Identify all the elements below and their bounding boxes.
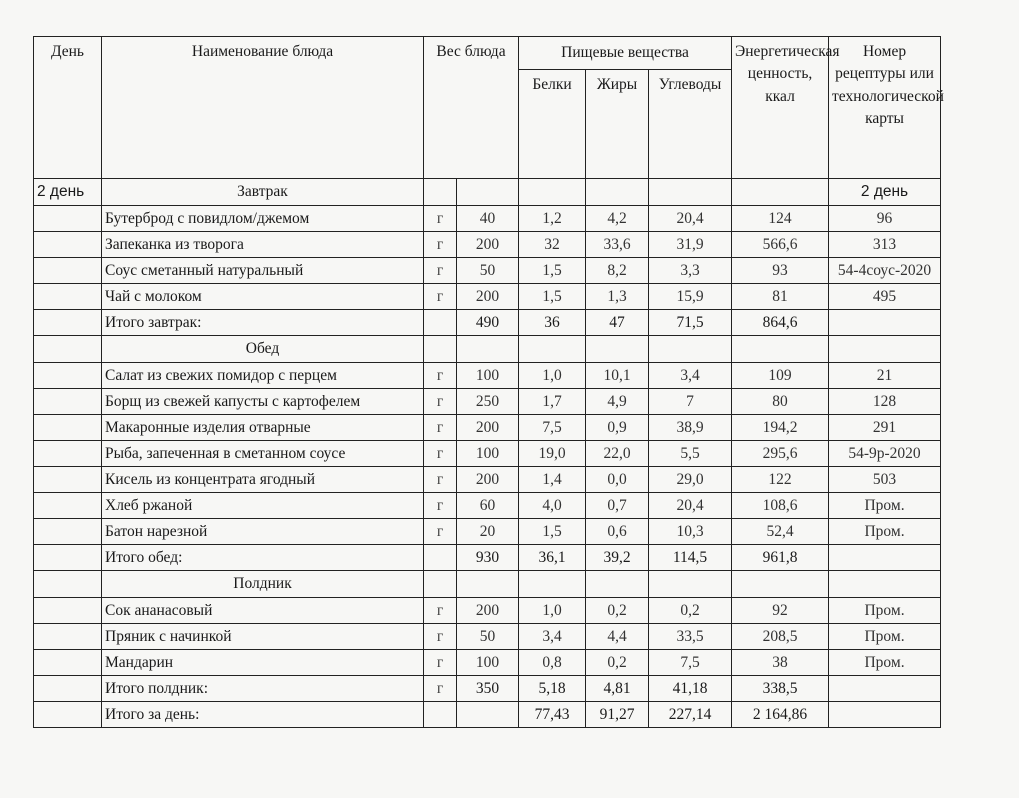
dish-fat: 0,7 — [586, 493, 649, 519]
section-row-snack — [34, 571, 941, 598]
dish-unit: г — [424, 441, 457, 467]
total-fat: 39,2 — [586, 545, 649, 571]
day-cell-empty — [34, 258, 102, 284]
day-label: 2 день — [34, 179, 102, 206]
table-row — [34, 284, 941, 310]
total-kcal: 961,8 — [732, 545, 829, 571]
dish-fat: 0,2 — [586, 598, 649, 624]
empty-cell — [732, 336, 829, 363]
dish-carbs: 10,3 — [649, 519, 732, 545]
dish-recipe: Пром. — [829, 598, 941, 624]
dish-weight: 40 — [457, 206, 519, 232]
table-row — [34, 624, 941, 650]
header-recipe: Номер рецептуры или технологической карты — [829, 37, 941, 179]
dish-unit: г — [424, 467, 457, 493]
header-energy: Энергетическая ценность, ккал — [732, 37, 829, 179]
day-cell-empty — [34, 441, 102, 467]
dish-kcal: 566,6 — [732, 232, 829, 258]
dish-protein: 4,0 — [519, 493, 586, 519]
dish-name: Чай с молоком — [102, 284, 424, 310]
total-unit — [424, 310, 457, 336]
dish-name: Кисель из концентрата ягодный — [102, 467, 424, 493]
day-cell-empty — [34, 493, 102, 519]
dish-protein: 1,0 — [519, 363, 586, 389]
empty-cell — [586, 571, 649, 598]
empty-cell — [586, 336, 649, 363]
total-label: Итого завтрак: — [102, 310, 424, 336]
day-cell-empty — [34, 284, 102, 310]
empty-cell — [829, 702, 941, 728]
header-fat: Жиры — [586, 70, 649, 179]
dish-carbs: 3,3 — [649, 258, 732, 284]
dish-weight: 200 — [457, 598, 519, 624]
empty-cell — [649, 179, 732, 206]
section-title-snack: Полдник — [102, 571, 424, 598]
dish-fat: 22,0 — [586, 441, 649, 467]
empty-cell — [829, 676, 941, 702]
dish-weight: 100 — [457, 363, 519, 389]
dish-kcal: 108,6 — [732, 493, 829, 519]
total-kcal: 338,5 — [732, 676, 829, 702]
dish-unit: г — [424, 258, 457, 284]
dish-name: Запеканка из творога — [102, 232, 424, 258]
menu-body — [34, 179, 941, 728]
empty-cell — [829, 336, 941, 363]
day-cell-empty — [34, 206, 102, 232]
empty-cell — [829, 310, 941, 336]
dish-unit: г — [424, 519, 457, 545]
header-protein: Белки — [519, 70, 586, 179]
dish-carbs: 31,9 — [649, 232, 732, 258]
dish-weight: 250 — [457, 389, 519, 415]
dish-recipe: 96 — [829, 206, 941, 232]
empty-cell — [586, 179, 649, 206]
table-row — [34, 415, 941, 441]
header-weight: Вес блюда — [424, 37, 519, 179]
section-row-breakfast — [34, 179, 941, 206]
table-row — [34, 598, 941, 624]
day-cell-empty — [34, 650, 102, 676]
dish-carbs: 33,5 — [649, 624, 732, 650]
day-cell-empty — [34, 676, 102, 702]
unit-cell-empty — [424, 179, 457, 206]
dish-carbs: 29,0 — [649, 467, 732, 493]
dish-recipe: 54-4соус-2020 — [829, 258, 941, 284]
dish-unit: г — [424, 206, 457, 232]
total-fat: 4,81 — [586, 676, 649, 702]
dish-unit: г — [424, 650, 457, 676]
unit-cell-empty — [424, 336, 457, 363]
table-row — [34, 519, 941, 545]
table-row — [34, 493, 941, 519]
total-kcal: 864,6 — [732, 310, 829, 336]
total-carbs: 71,5 — [649, 310, 732, 336]
day-total-carbs: 227,14 — [649, 702, 732, 728]
dish-carbs: 7 — [649, 389, 732, 415]
total-protein: 5,18 — [519, 676, 586, 702]
dish-protein: 7,5 — [519, 415, 586, 441]
dish-recipe: 503 — [829, 467, 941, 493]
dish-unit: г — [424, 598, 457, 624]
dish-unit: г — [424, 624, 457, 650]
dish-weight: 100 — [457, 650, 519, 676]
dish-recipe: Пром. — [829, 493, 941, 519]
header-carbs: Углеводы — [649, 70, 732, 179]
empty-cell — [649, 336, 732, 363]
day-label-right: 2 день — [829, 179, 941, 206]
dish-name: Хлеб ржаной — [102, 493, 424, 519]
header-nutrients: Пищевые вещества — [519, 37, 732, 70]
dish-unit: г — [424, 493, 457, 519]
dish-carbs: 7,5 — [649, 650, 732, 676]
table-row — [34, 232, 941, 258]
table-row — [34, 206, 941, 232]
day-cell-empty — [34, 624, 102, 650]
total-fat: 47 — [586, 310, 649, 336]
empty-cell — [457, 179, 519, 206]
table-row — [34, 363, 941, 389]
dish-weight: 20 — [457, 519, 519, 545]
dish-name: Бутерброд с повидлом/джемом — [102, 206, 424, 232]
dish-carbs: 0,2 — [649, 598, 732, 624]
empty-cell — [732, 179, 829, 206]
section-row-lunch — [34, 336, 941, 363]
empty-cell — [457, 702, 519, 728]
total-unit — [424, 545, 457, 571]
dish-fat: 1,3 — [586, 284, 649, 310]
dish-fat: 0,2 — [586, 650, 649, 676]
dish-weight: 200 — [457, 284, 519, 310]
dish-kcal: 93 — [732, 258, 829, 284]
dish-fat: 8,2 — [586, 258, 649, 284]
dish-protein: 1,7 — [519, 389, 586, 415]
dish-unit: г — [424, 363, 457, 389]
dish-kcal: 208,5 — [732, 624, 829, 650]
total-carbs: 114,5 — [649, 545, 732, 571]
dish-kcal: 92 — [732, 598, 829, 624]
dish-unit: г — [424, 389, 457, 415]
dish-carbs: 15,9 — [649, 284, 732, 310]
dish-protein: 1,5 — [519, 258, 586, 284]
empty-cell — [519, 179, 586, 206]
total-protein: 36,1 — [519, 545, 586, 571]
day-cell-empty — [34, 545, 102, 571]
dish-carbs: 3,4 — [649, 363, 732, 389]
dish-weight: 100 — [457, 441, 519, 467]
dish-kcal: 122 — [732, 467, 829, 493]
dish-fat: 33,6 — [586, 232, 649, 258]
unit-cell-empty — [424, 571, 457, 598]
dish-unit: г — [424, 232, 457, 258]
day-cell-empty — [34, 336, 102, 363]
total-weight: 930 — [457, 545, 519, 571]
dish-carbs: 38,9 — [649, 415, 732, 441]
dish-unit: г — [424, 284, 457, 310]
dish-name: Макаронные изделия отварные — [102, 415, 424, 441]
table-row — [34, 467, 941, 493]
dish-recipe: 21 — [829, 363, 941, 389]
dish-name: Батон нарезной — [102, 519, 424, 545]
total-row-breakfast — [34, 310, 941, 336]
empty-cell — [519, 571, 586, 598]
day-cell-empty — [34, 232, 102, 258]
total-weight: 490 — [457, 310, 519, 336]
dish-weight: 50 — [457, 258, 519, 284]
dish-name: Салат из свежих помидор с перцем — [102, 363, 424, 389]
empty-cell — [457, 571, 519, 598]
dish-protein: 1,5 — [519, 519, 586, 545]
dish-fat: 0,0 — [586, 467, 649, 493]
total-row-snack — [34, 676, 941, 702]
day-total-row — [34, 702, 941, 728]
dish-kcal: 295,6 — [732, 441, 829, 467]
dish-recipe: 54-9р-2020 — [829, 441, 941, 467]
dish-weight: 200 — [457, 415, 519, 441]
dish-recipe: Пром. — [829, 519, 941, 545]
dish-kcal: 38 — [732, 650, 829, 676]
dish-fat: 4,4 — [586, 624, 649, 650]
dish-kcal: 109 — [732, 363, 829, 389]
dish-fat: 0,6 — [586, 519, 649, 545]
dish-protein: 1,2 — [519, 206, 586, 232]
table-row — [34, 650, 941, 676]
section-title-breakfast: Завтрак — [102, 179, 424, 206]
dish-fat: 0,9 — [586, 415, 649, 441]
dish-protein: 1,4 — [519, 467, 586, 493]
dish-protein: 3,4 — [519, 624, 586, 650]
dish-carbs: 5,5 — [649, 441, 732, 467]
day-cell-empty — [34, 702, 102, 728]
empty-cell — [829, 545, 941, 571]
dish-weight: 200 — [457, 467, 519, 493]
section-title-lunch: Обед — [102, 336, 424, 363]
day-total-fat: 91,27 — [586, 702, 649, 728]
dish-kcal: 194,2 — [732, 415, 829, 441]
dish-protein: 32 — [519, 232, 586, 258]
total-row-lunch — [34, 545, 941, 571]
dish-fat: 4,2 — [586, 206, 649, 232]
dish-protein: 19,0 — [519, 441, 586, 467]
dish-protein: 0,8 — [519, 650, 586, 676]
empty-cell — [732, 571, 829, 598]
total-label: Итого обед: — [102, 545, 424, 571]
table-row — [34, 389, 941, 415]
day-cell-empty — [34, 415, 102, 441]
day-cell-empty — [34, 310, 102, 336]
dish-name: Пряник с начинкой — [102, 624, 424, 650]
day-cell-empty — [34, 571, 102, 598]
empty-cell — [649, 571, 732, 598]
dish-carbs: 20,4 — [649, 206, 732, 232]
dish-fat: 4,9 — [586, 389, 649, 415]
day-cell-empty — [34, 519, 102, 545]
dish-recipe: 128 — [829, 389, 941, 415]
dish-kcal: 80 — [732, 389, 829, 415]
day-cell-empty — [34, 389, 102, 415]
day-total-protein: 77,43 — [519, 702, 586, 728]
menu-table — [33, 36, 944, 728]
dish-name: Борщ из свежей капусты с картофелем — [102, 389, 424, 415]
dish-name: Мандарин — [102, 650, 424, 676]
dish-name: Рыба, запеченная в сметанном соусе — [102, 441, 424, 467]
dish-name: Соус сметанный натуральный — [102, 258, 424, 284]
total-label: Итого полдник: — [102, 676, 424, 702]
day-cell-empty — [34, 598, 102, 624]
dish-kcal: 124 — [732, 206, 829, 232]
header-dish-name: Наименование блюда — [102, 37, 424, 179]
empty-cell — [829, 571, 941, 598]
header-day: День — [34, 37, 102, 179]
day-cell-empty — [34, 467, 102, 493]
dish-unit: г — [424, 415, 457, 441]
total-carbs: 41,18 — [649, 676, 732, 702]
total-unit: г — [424, 676, 457, 702]
dish-kcal: 81 — [732, 284, 829, 310]
dish-weight: 200 — [457, 232, 519, 258]
table-row — [34, 258, 941, 284]
empty-cell — [519, 336, 586, 363]
dish-recipe: Пром. — [829, 650, 941, 676]
dish-name: Сок ананасовый — [102, 598, 424, 624]
empty-cell — [457, 336, 519, 363]
dish-protein: 1,5 — [519, 284, 586, 310]
dish-kcal: 52,4 — [732, 519, 829, 545]
day-total-label: Итого за день: — [102, 702, 424, 728]
total-protein: 36 — [519, 310, 586, 336]
dish-weight: 50 — [457, 624, 519, 650]
total-weight: 350 — [457, 676, 519, 702]
dish-carbs: 20,4 — [649, 493, 732, 519]
dish-recipe: 495 — [829, 284, 941, 310]
table-row — [34, 441, 941, 467]
dish-fat: 10,1 — [586, 363, 649, 389]
dish-recipe: Пром. — [829, 624, 941, 650]
dish-protein: 1,0 — [519, 598, 586, 624]
day-cell-empty — [34, 363, 102, 389]
dish-weight: 60 — [457, 493, 519, 519]
dish-recipe: 291 — [829, 415, 941, 441]
empty-cell — [424, 702, 457, 728]
dish-recipe: 313 — [829, 232, 941, 258]
day-total-kcal: 2 164,86 — [732, 702, 829, 728]
